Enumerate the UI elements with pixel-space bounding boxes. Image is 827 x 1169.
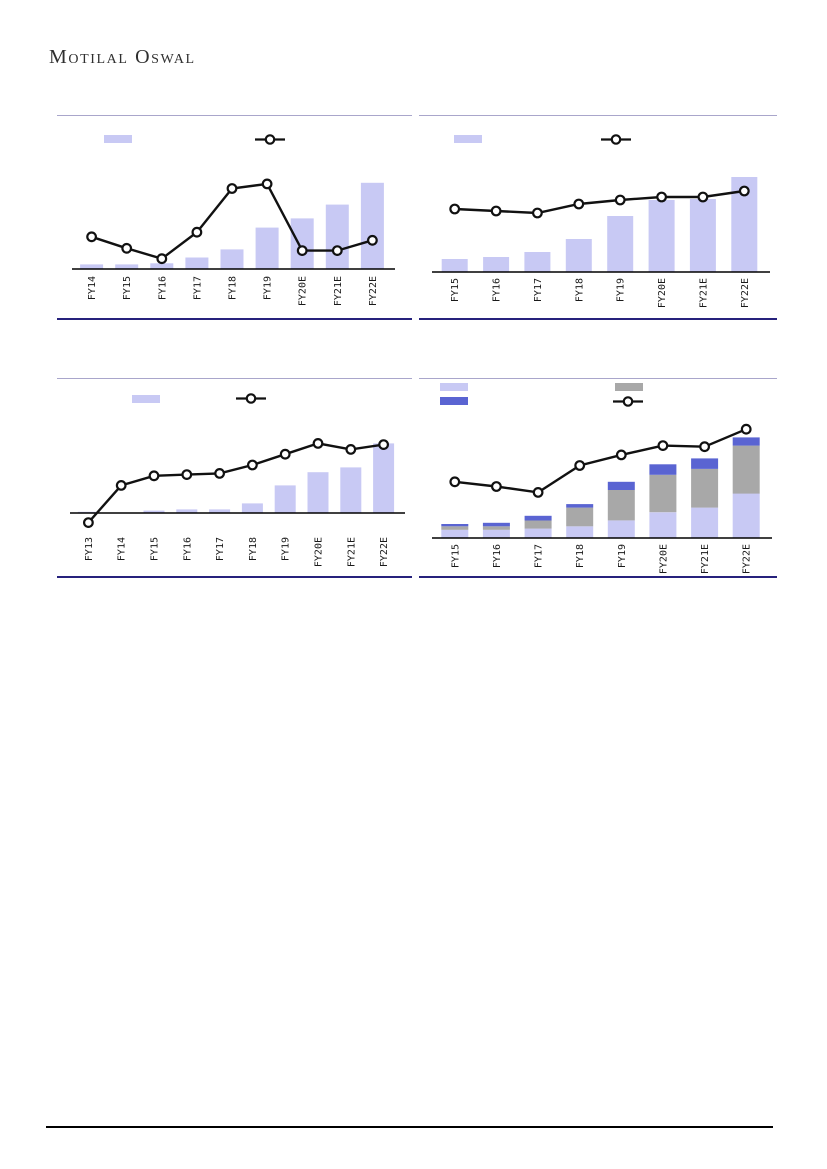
data-point-marker bbox=[657, 193, 666, 202]
trend-line bbox=[88, 443, 383, 522]
data-point-marker bbox=[492, 482, 501, 491]
x-axis-label: FY17 bbox=[215, 537, 227, 562]
bar-bars-light bbox=[733, 494, 760, 539]
data-point-marker bbox=[150, 472, 159, 481]
data-point-marker bbox=[347, 445, 356, 454]
legend-line-marker bbox=[624, 397, 632, 405]
x-axis-label: FY20E bbox=[313, 537, 325, 568]
bar-bars bbox=[242, 503, 263, 513]
data-point-marker bbox=[215, 469, 224, 478]
bar-bars-light bbox=[649, 512, 676, 538]
x-axis-label: FY14 bbox=[87, 276, 99, 301]
bar-bars-light bbox=[566, 526, 593, 538]
bar-bars-dark bbox=[483, 523, 510, 527]
data-point-marker bbox=[263, 180, 272, 189]
legend-swatch-bars bbox=[454, 135, 482, 143]
bar-bars bbox=[221, 249, 244, 269]
bar-bars-light bbox=[525, 529, 552, 538]
bar-bars-dark bbox=[733, 437, 760, 445]
bar-bars-gray bbox=[566, 508, 593, 527]
x-axis-label: FY17 bbox=[532, 278, 544, 303]
x-axis-label: FY16 bbox=[491, 544, 503, 569]
legend-swatch-bars-gray bbox=[615, 383, 643, 391]
bar-bars-dark bbox=[566, 504, 593, 508]
chart-bottom-left-canvas bbox=[57, 379, 412, 576]
x-axis-label: FY22E bbox=[379, 537, 391, 568]
bar-bars-gray bbox=[441, 526, 468, 530]
x-axis-label: FY16 bbox=[491, 278, 503, 303]
bar-bars bbox=[524, 252, 550, 272]
x-axis-label: FY16 bbox=[157, 276, 169, 301]
bar-bars-dark bbox=[441, 524, 468, 526]
bar-bars bbox=[256, 228, 279, 269]
legend-line-marker bbox=[247, 394, 255, 402]
bar-bars-gray bbox=[649, 475, 676, 512]
x-axis-label: FY22E bbox=[741, 544, 753, 575]
data-point-marker bbox=[314, 439, 323, 448]
legend-line-marker bbox=[612, 135, 620, 143]
x-axis-label: FY20E bbox=[657, 278, 669, 309]
bar-bars bbox=[185, 258, 208, 270]
x-axis-label: FY15 bbox=[450, 278, 462, 303]
data-point-marker bbox=[575, 461, 584, 470]
bar-bars-light bbox=[483, 530, 510, 538]
data-point-marker bbox=[298, 246, 307, 255]
bar-bars-gray bbox=[483, 526, 510, 530]
data-point-marker bbox=[700, 442, 709, 451]
x-axis-label: FY17 bbox=[533, 544, 545, 569]
x-axis-label: FY22E bbox=[367, 276, 379, 307]
bar-bars-gray bbox=[608, 490, 635, 520]
data-point-marker bbox=[450, 205, 459, 214]
data-point-marker bbox=[451, 478, 460, 487]
bar-bars-light bbox=[608, 520, 635, 538]
bar-bars bbox=[649, 200, 675, 272]
x-axis-label: FY21E bbox=[332, 276, 344, 307]
x-axis-label: FY20E bbox=[297, 276, 309, 307]
bar-bars-gray bbox=[691, 469, 718, 508]
bar-bars bbox=[607, 216, 633, 272]
data-point-marker bbox=[492, 207, 501, 216]
data-point-marker bbox=[699, 193, 708, 202]
x-axis-label: FY19 bbox=[615, 278, 627, 303]
brand-logo-text: Motilal Oswal bbox=[49, 46, 196, 68]
x-axis-label: FY19 bbox=[262, 276, 274, 301]
data-point-marker bbox=[740, 187, 749, 196]
data-point-marker bbox=[183, 470, 192, 479]
x-axis-label: FY18 bbox=[247, 537, 259, 562]
bar-bars-light bbox=[691, 508, 718, 538]
x-axis-label: FY18 bbox=[574, 278, 586, 303]
x-axis-label: FY18 bbox=[575, 544, 587, 569]
data-point-marker bbox=[87, 233, 96, 242]
x-axis-label: FY22E bbox=[739, 278, 751, 309]
bar-bars bbox=[566, 239, 592, 272]
data-point-marker bbox=[368, 236, 377, 245]
chart-top-left-canvas bbox=[57, 116, 412, 318]
data-point-marker bbox=[533, 209, 542, 218]
data-point-marker bbox=[158, 254, 167, 263]
bar-bars bbox=[442, 259, 468, 272]
x-axis-label: FY21E bbox=[346, 537, 358, 568]
legend-line-marker bbox=[266, 135, 274, 143]
data-point-marker bbox=[228, 184, 237, 193]
bar-bars bbox=[308, 472, 329, 513]
bar-bars-dark bbox=[525, 516, 552, 521]
bar-bars bbox=[150, 263, 173, 269]
data-point-marker bbox=[617, 451, 626, 460]
bar-bars-gray bbox=[733, 446, 760, 494]
bar-bars bbox=[483, 257, 509, 272]
data-point-marker bbox=[742, 425, 751, 434]
bar-bars bbox=[291, 218, 314, 269]
data-point-marker bbox=[281, 450, 290, 459]
data-point-marker bbox=[659, 441, 668, 450]
x-axis-label: FY15 bbox=[149, 537, 161, 562]
chart-bottom-right-canvas bbox=[419, 379, 777, 576]
x-axis-label: FY19 bbox=[280, 537, 292, 562]
x-axis-label: FY14 bbox=[116, 537, 128, 562]
data-point-marker bbox=[248, 461, 257, 470]
x-axis-label: FY15 bbox=[122, 276, 134, 301]
data-point-marker bbox=[534, 488, 543, 497]
chart-panel-bottom-right bbox=[419, 378, 777, 578]
legend-swatch-bars bbox=[104, 135, 132, 143]
bar-bars-dark bbox=[608, 482, 635, 490]
x-axis-label: FY17 bbox=[192, 276, 204, 301]
bar-bars-light bbox=[441, 530, 468, 538]
data-point-marker bbox=[193, 228, 202, 237]
x-axis-label: FY18 bbox=[227, 276, 239, 301]
data-point-marker bbox=[575, 200, 584, 209]
bar-bars-dark bbox=[649, 464, 676, 475]
legend-swatch-bars bbox=[132, 395, 160, 403]
x-axis-label: FY13 bbox=[83, 537, 95, 562]
chart-panel-top-left bbox=[57, 115, 412, 320]
chart-panel-top-right bbox=[419, 115, 777, 320]
data-point-marker bbox=[333, 246, 342, 255]
bar-bars bbox=[361, 183, 384, 269]
bar-bars-dark bbox=[691, 458, 718, 469]
bar-bars bbox=[275, 485, 296, 513]
legend-swatch-bars-light bbox=[440, 383, 468, 391]
data-point-marker bbox=[616, 196, 625, 205]
footer-rule bbox=[46, 1126, 773, 1128]
data-point-marker bbox=[84, 518, 93, 527]
data-point-marker bbox=[122, 244, 131, 253]
bar-bars-gray bbox=[525, 520, 552, 528]
chart-top-right-canvas bbox=[419, 116, 777, 318]
x-axis-label: FY21E bbox=[700, 544, 712, 575]
x-axis-label: FY16 bbox=[182, 537, 194, 562]
x-axis-label: FY20E bbox=[658, 544, 670, 575]
bar-bars bbox=[326, 205, 349, 269]
chart-panel-bottom-left bbox=[57, 378, 412, 578]
bar-bars bbox=[340, 467, 361, 513]
x-axis-label: FY19 bbox=[616, 544, 628, 569]
x-axis-label: FY15 bbox=[450, 544, 462, 569]
data-point-marker bbox=[117, 481, 126, 490]
x-axis-label: FY21E bbox=[698, 278, 710, 309]
bar-bars bbox=[690, 199, 716, 272]
data-point-marker bbox=[379, 440, 388, 449]
bar-bars bbox=[373, 443, 394, 513]
legend-swatch-bars-dark bbox=[440, 397, 468, 405]
